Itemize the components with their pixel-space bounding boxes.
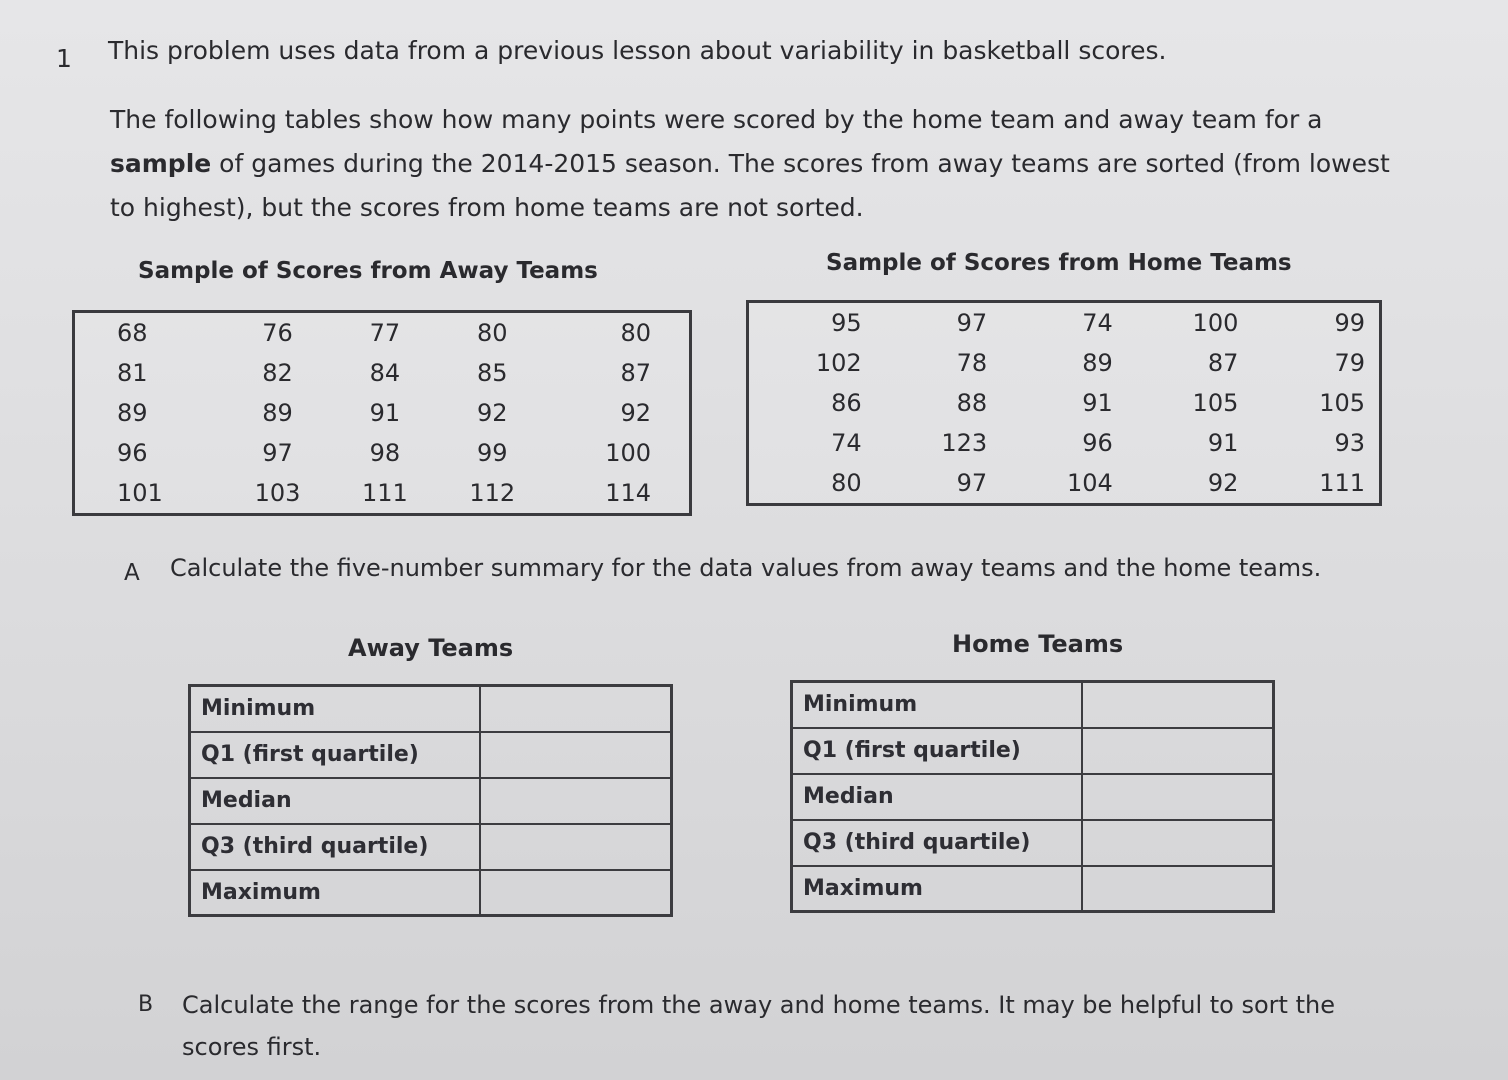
table-cell: 81: [117, 359, 148, 387]
table-cell: 87: [1207, 349, 1239, 377]
summary-row-median: [190, 778, 672, 824]
summary-label: Q3 (third quartile): [792, 820, 1082, 866]
table-row: [74, 433, 691, 473]
part-a-question: Calculate the five-number summary for the data values from away teams and the home teams.: [170, 554, 1322, 582]
answer-cell[interactable]: [480, 778, 672, 824]
table-cell: 68: [117, 319, 148, 347]
summary-label: Median: [792, 774, 1082, 820]
table-cell: 92: [1207, 469, 1239, 497]
away-table-title: Sample of Scores from Away Teams: [138, 258, 598, 284]
summary-label: Maximum: [792, 866, 1082, 912]
table-cell: 98: [369, 439, 401, 467]
table-row: [748, 302, 1381, 344]
table-cell: 102: [815, 349, 862, 377]
table-cell: 80: [477, 319, 508, 347]
table-cell: 105: [1319, 389, 1365, 417]
home-summary-title: Home Teams: [952, 630, 1124, 658]
table-cell: 93: [1334, 429, 1365, 457]
table-cell: 112: [469, 479, 516, 507]
summary-row-minimum: [792, 682, 1274, 728]
table-cell: 80: [620, 319, 651, 347]
paragraph-bold-word: sample: [110, 149, 212, 178]
summary-row-maximum: [792, 866, 1274, 912]
table-cell: 92: [620, 399, 651, 427]
home-scores-table: [746, 300, 1382, 506]
table-cell: 96: [117, 439, 148, 467]
summary-label: Median: [190, 778, 480, 824]
table-row: [748, 463, 1381, 505]
problem-number: 1: [56, 44, 72, 73]
table-cell: 91: [369, 399, 401, 427]
summary-row-q1: [190, 732, 672, 778]
answer-cell[interactable]: [480, 824, 672, 870]
answer-cell[interactable]: [480, 686, 672, 732]
table-cell: 74: [1082, 309, 1113, 337]
table-cell: 91: [1082, 389, 1113, 417]
summary-label: Q1 (first quartile): [792, 728, 1082, 774]
table-cell: 99: [477, 439, 508, 467]
table-cell: 97: [956, 469, 988, 497]
table-row: [748, 383, 1381, 423]
home-table-title: Sample of Scores from Home Teams: [826, 250, 1292, 276]
table-cell: 89: [117, 399, 148, 427]
summary-row-median: [792, 774, 1274, 820]
part-b-letter: B: [138, 992, 154, 1017]
answer-cell[interactable]: [480, 732, 672, 778]
table-cell: 111: [1319, 469, 1365, 497]
table-cell: 100: [605, 439, 651, 467]
table-cell: 80: [831, 469, 862, 497]
answer-cell[interactable]: [1082, 682, 1274, 728]
away-summary-table: [188, 684, 673, 917]
summary-row-q3: [190, 824, 672, 870]
table-cell: 89: [262, 399, 293, 427]
table-cell: 101: [117, 479, 163, 507]
table-cell: 86: [831, 389, 862, 417]
summary-label: Maximum: [190, 870, 480, 916]
table-cell: 123: [941, 429, 988, 457]
table-cell: 88: [956, 389, 988, 417]
table-cell: 77: [369, 319, 401, 347]
table-cell: 76: [262, 319, 293, 347]
table-row: [74, 393, 691, 433]
table-cell: 100: [1192, 309, 1239, 337]
answer-cell[interactable]: [1082, 820, 1274, 866]
paragraph-text-end: of games during the 2014-2015 season. The scores from away teams are sorted (from lowest to highest), but the scores from home teams are not sorted.: [110, 149, 1390, 222]
paragraph-text-start: The following tables show how many points were scored by the home team and away team for a: [110, 105, 1323, 134]
summary-label: Q1 (first quartile): [190, 732, 480, 778]
table-cell: 99: [1334, 309, 1365, 337]
summary-row-q3: [792, 820, 1274, 866]
table-cell: 78: [956, 349, 988, 377]
answer-cell[interactable]: [1082, 774, 1274, 820]
table-cell: 85: [477, 359, 508, 387]
table-cell: 104: [1066, 469, 1113, 497]
table-cell: 91: [1207, 429, 1239, 457]
summary-label: Q3 (third quartile): [190, 824, 480, 870]
away-summary-title: Away Teams: [348, 634, 514, 662]
table-cell: 89: [1082, 349, 1113, 377]
table-cell: 103: [254, 479, 301, 507]
table-cell: 97: [956, 309, 988, 337]
table-cell: 87: [620, 359, 651, 387]
table-cell: 92: [477, 399, 508, 427]
answer-cell[interactable]: [1082, 728, 1274, 774]
table-cell: 95: [831, 309, 862, 337]
problem-paragraph: [110, 98, 1420, 230]
table-cell: 84: [369, 359, 401, 387]
table-row: [74, 353, 691, 393]
summary-row-q1: [792, 728, 1274, 774]
home-summary-table: [790, 680, 1275, 913]
away-scores-table: [72, 310, 692, 516]
table-cell: 96: [1082, 429, 1113, 457]
summary-row-maximum: [190, 870, 672, 916]
table-cell: 82: [262, 359, 293, 387]
answer-cell[interactable]: [480, 870, 672, 916]
part-a-letter: A: [124, 560, 140, 586]
table-row: [748, 423, 1381, 463]
table-cell: 114: [605, 479, 651, 507]
table-cell: 79: [1334, 349, 1365, 377]
table-cell: 97: [262, 439, 293, 467]
table-cell: 111: [361, 479, 408, 507]
part-b-question: Calculate the range for the scores from the away and home teams. It may be helpful to sort the scores first.: [182, 991, 1335, 1061]
table-row: [74, 312, 691, 354]
summary-label: Minimum: [190, 686, 480, 732]
answer-cell[interactable]: [1082, 866, 1274, 912]
summary-row-minimum: [190, 686, 672, 732]
table-row: [748, 343, 1381, 383]
problem-intro: This problem uses data from a previous lesson about variability in basketball scores.: [108, 36, 1167, 65]
table-cell: 105: [1192, 389, 1239, 417]
table-cell: 74: [831, 429, 862, 457]
table-row: [74, 473, 691, 515]
summary-label: Minimum: [792, 682, 1082, 728]
